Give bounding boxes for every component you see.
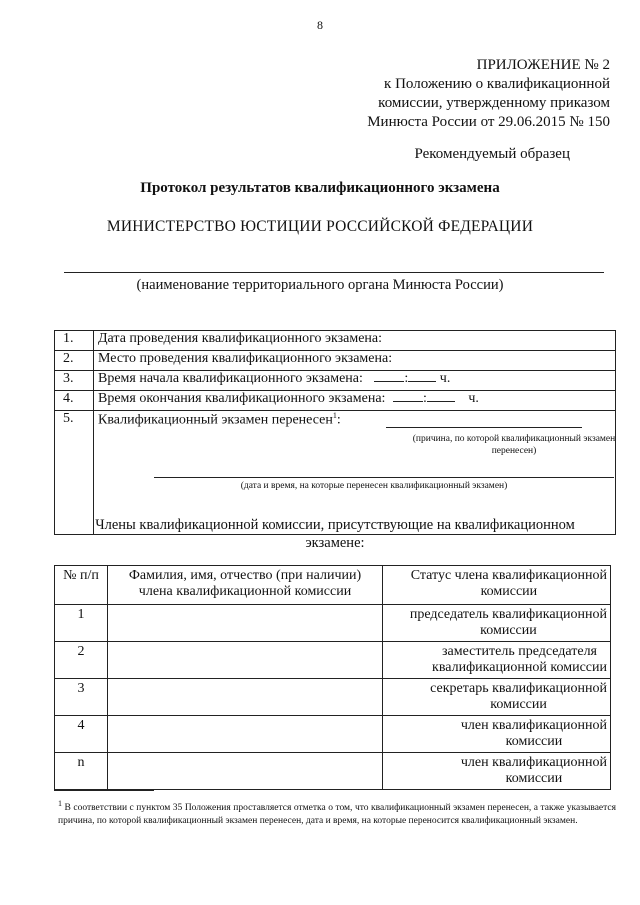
footnote-text: В соответствии с пунктом 35 Положения проставляется отметка о том, что квалификационный экзамен перенесен, а также указывается причина, по которой квалификационный экзамен перенесен, дата и время, на которые переносится квалификационный экзамен. bbox=[58, 803, 616, 826]
footnote-mark: 1 bbox=[58, 799, 62, 808]
exam-start-time bbox=[94, 371, 616, 391]
member-name-cell bbox=[108, 753, 383, 790]
time-separator: : bbox=[422, 391, 427, 406]
status-line: комиссии bbox=[480, 623, 537, 638]
date-caption: (дата и время, на которые перенесен квалификационный экзамен) bbox=[240, 481, 508, 491]
time-separator: : bbox=[404, 371, 409, 386]
status-line: комиссии bbox=[505, 771, 563, 786]
member-status-wrap bbox=[432, 644, 607, 676]
member-status bbox=[383, 605, 611, 642]
member-status bbox=[383, 642, 611, 679]
exam-start-label: Время начала квалификационного экзамена: bbox=[98, 371, 363, 386]
header-line: комиссии bbox=[480, 584, 538, 599]
status-line: комиссии bbox=[490, 697, 547, 712]
table-row bbox=[55, 605, 611, 642]
member-number: 3 bbox=[55, 679, 108, 716]
hours-unit: ч. bbox=[439, 371, 451, 386]
member-number: 4 bbox=[55, 716, 108, 753]
footnote bbox=[58, 798, 616, 827]
member-status bbox=[383, 716, 611, 753]
member-status bbox=[383, 679, 611, 716]
member-name-cell bbox=[108, 642, 383, 679]
status-line: заместитель председателя bbox=[442, 644, 597, 659]
members-title-line: экзамене: bbox=[305, 535, 365, 551]
territorial-organ-caption: (наименование территориального органа Минюста России) bbox=[136, 277, 504, 293]
document-title: Протокол результатов квалификационного экзамена bbox=[140, 180, 500, 196]
row-number: 2. bbox=[55, 351, 94, 371]
status-line: квалификационной комиссии bbox=[432, 660, 607, 675]
member-status-wrap bbox=[461, 718, 607, 750]
appendix-line: ПРИЛОЖЕНИЕ № 2 bbox=[476, 57, 610, 73]
reason-caption-line: (причина, по которой квалификационный экзамен bbox=[412, 434, 616, 444]
row-number: 4. bbox=[55, 391, 94, 411]
header-status-wrap bbox=[411, 568, 607, 600]
appendix-line: Минюста России от 29.06.2015 № 150 bbox=[367, 114, 610, 130]
status-line: член квалификационной bbox=[460, 755, 607, 770]
row-number: 5. bbox=[55, 411, 94, 535]
member-name-cell bbox=[108, 716, 383, 753]
hours-blank bbox=[393, 401, 423, 402]
member-status-wrap bbox=[430, 681, 607, 713]
table-row bbox=[55, 351, 616, 371]
col-header-name bbox=[108, 566, 383, 605]
row-number: 1. bbox=[55, 331, 94, 351]
hours-blank bbox=[374, 381, 404, 382]
table-row bbox=[55, 716, 611, 753]
minutes-blank bbox=[427, 401, 455, 402]
reason-caption bbox=[394, 433, 634, 457]
table-row bbox=[55, 371, 616, 391]
member-number: n bbox=[55, 753, 108, 790]
footnote-separator bbox=[54, 790, 154, 791]
status-line: член квалификационной bbox=[460, 718, 607, 733]
appendix-header bbox=[367, 56, 610, 132]
reason-line bbox=[386, 427, 582, 428]
member-number: 2 bbox=[55, 642, 108, 679]
member-number: 1 bbox=[55, 605, 108, 642]
member-status-wrap bbox=[410, 607, 607, 639]
members-title-line: Члены квалификационной комиссии, присутствующие на квалификационном bbox=[95, 517, 575, 533]
appendix-line: комиссии, утвержденному приказом bbox=[378, 95, 610, 111]
page-number: 8 bbox=[317, 18, 323, 32]
member-name-cell bbox=[108, 605, 383, 642]
label-colon: : bbox=[336, 412, 341, 428]
table-row bbox=[55, 642, 611, 679]
member-status-wrap bbox=[461, 755, 607, 787]
recommended-sample: Рекомендуемый образец bbox=[414, 146, 570, 162]
exam-date-label: Дата проведения квалификационного экзамена: bbox=[94, 331, 616, 351]
exam-end-label: Время окончания квалификационного экзамена: bbox=[98, 391, 386, 406]
footnote-ref: 1 bbox=[332, 411, 337, 420]
exam-place-label: Место проведения квалификационного экзамена: bbox=[94, 351, 616, 371]
table-row bbox=[55, 679, 611, 716]
date-line bbox=[154, 477, 614, 478]
members-title bbox=[90, 516, 580, 552]
col-header-status bbox=[383, 566, 611, 605]
hours-unit: ч. bbox=[468, 391, 479, 406]
ministry-name: МИНИСТЕРСТВО ЮСТИЦИИ РОССИЙСКОЙ ФЕДЕРАЦИИ bbox=[106, 218, 534, 235]
header-line: члена квалификационной комиссии bbox=[138, 584, 352, 599]
reason-caption-line: перенесен) bbox=[491, 446, 537, 456]
member-status bbox=[383, 753, 611, 790]
col-header-number: № п/п bbox=[55, 566, 108, 605]
minutes-blank bbox=[408, 381, 436, 382]
territorial-organ-line bbox=[64, 272, 604, 273]
status-line: секретарь квалификационной bbox=[430, 681, 607, 696]
row-number: 3. bbox=[55, 371, 94, 391]
table-header-row bbox=[55, 566, 611, 605]
table-row bbox=[55, 331, 616, 351]
table-row bbox=[55, 391, 616, 411]
exam-end-time bbox=[94, 391, 616, 411]
appendix-line: к Положению о квалификационной bbox=[384, 76, 610, 92]
header-line: Фамилия, имя, отчество (при наличии) bbox=[128, 568, 362, 583]
exam-postponed-label: Квалификационный экзамен перенесен bbox=[98, 412, 333, 428]
exam-info-table bbox=[54, 330, 616, 535]
status-line: комиссии bbox=[505, 734, 563, 749]
status-line: председатель квалификационной bbox=[409, 607, 607, 622]
table-row bbox=[55, 753, 611, 790]
member-name-cell bbox=[108, 679, 383, 716]
header-line: Статус члена квалификационной bbox=[410, 568, 607, 583]
members-table bbox=[54, 565, 611, 790]
